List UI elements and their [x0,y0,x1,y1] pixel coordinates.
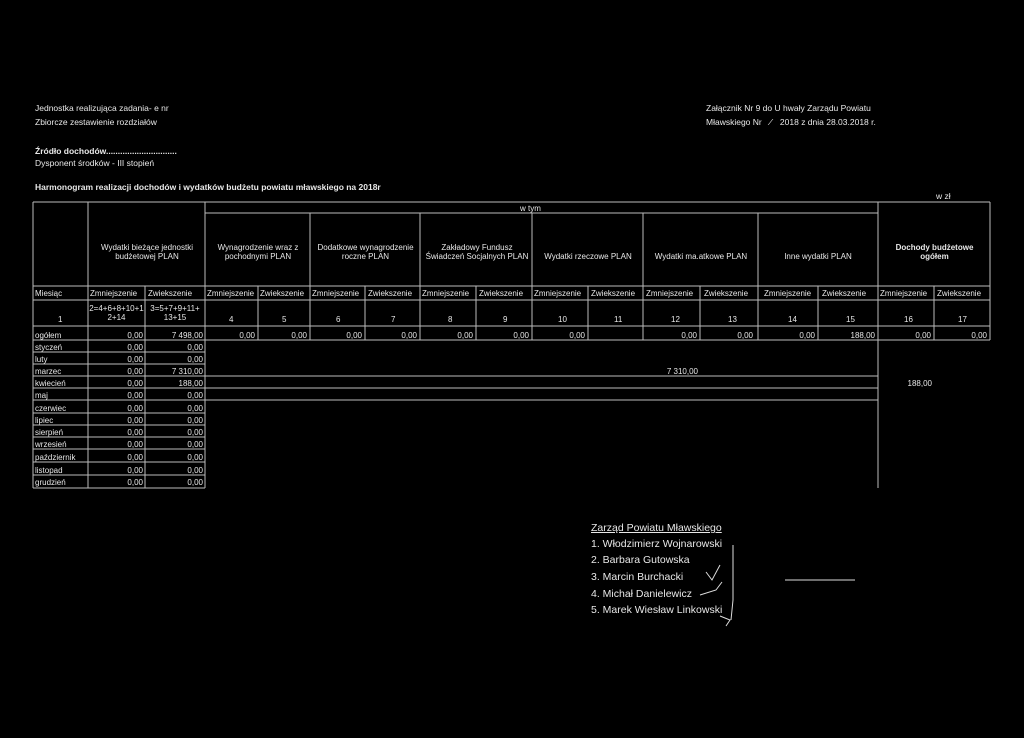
value-increase: 0,00 [187,453,203,462]
document-title: Harmonogram realizacji dochodów i wydatków budżetu powiatu mławskiego na 2018r [35,182,381,192]
subheader-decrease: Zmniejszenie [764,289,812,298]
value-decrease: 0,00 [127,440,143,449]
value-cell: 7 310,00 [666,367,698,376]
handwritten-mark-icon: ⁄ [770,117,772,127]
col-number: 10 [558,315,567,324]
value-decrease: 0,00 [127,355,143,364]
value-increase: 0,00 [187,391,203,400]
total-value: 0,00 [457,331,473,340]
total-value: 0,00 [401,331,417,340]
value-increase: 188,00 [178,379,203,388]
col-number: 8 [448,315,453,324]
signature-name: 2. Barbara Gutowska [591,554,690,566]
month-label: lipiec [35,416,54,425]
col-header-line: Wynagrodzenie wraz z [217,243,299,252]
total-value: 0,00 [971,331,987,340]
unit-label: w zł [936,191,951,201]
subheader-increase: Zwiekszenie [479,289,524,298]
col-number: 5 [282,315,287,324]
total-value: 0,00 [239,331,255,340]
value-decrease: 0,00 [127,466,143,475]
attachment-date: 2018 z dnia 28.03.2018 r. [779,117,876,127]
month-label: ogółem [35,331,62,340]
value-decrease: 0,00 [127,404,143,413]
subheader-increase: Zwiekszenie [368,289,413,298]
dysponent-line: Dysponent środków - III stopień [35,158,155,168]
value-increase: 0,00 [187,416,203,425]
total-value: 0,00 [513,331,529,340]
col-number: 13 [728,315,737,324]
col-number: 9 [503,315,508,324]
signature-name: 5. Marek Wiesław Linkowski [591,604,723,616]
col-number: 6 [336,315,341,324]
month-label: styczeń [35,343,63,352]
value-decrease: 0,00 [127,391,143,400]
signature-title: Zarząd Powiatu Mławskiego [591,522,722,534]
value-increase: 0,00 [187,343,203,352]
value-decrease: 0,00 [127,453,143,462]
value-increase: 0,00 [187,478,203,487]
value-decrease: 0,00 [127,367,143,376]
value-increase: 0,00 [187,428,203,437]
value-decrease: 0,00 [127,428,143,437]
col-header-line: pochodnymi PLAN [224,252,292,261]
subheader-decrease: Zmniejszenie [646,289,694,298]
subheader-increase: Zwiekszenie [937,289,982,298]
value-decrease: 0,00 [127,331,143,340]
month-label: wrzesień [35,440,67,449]
attachment-resolution: Mławskiego Nr [706,117,762,127]
subheader-increase: Zwiekszenie [148,289,193,298]
total-value: 0,00 [681,331,697,340]
col-number: 7 [391,315,396,324]
value-increase: 0,00 [187,440,203,449]
subheader-decrease: Zmniejszenie [880,289,928,298]
month-label: listopad [35,466,63,475]
wtym-label: w tym [520,204,541,213]
value-increase: 0,00 [187,404,203,413]
formula-line: 13+15 [163,313,187,322]
col-number: 1 [58,315,63,324]
header-summary-line: Zbiorcze zestawienie rozdziałów [35,117,157,127]
value-decrease: 0,00 [127,478,143,487]
subheader-decrease: Zmniejszenie [207,289,255,298]
subheader-decrease: Zmniejszenie [534,289,582,298]
value-cell: 188,00 [907,379,932,388]
value-decrease: 0,00 [127,416,143,425]
month-label: grudzień [35,478,66,487]
col-number: 16 [904,315,913,324]
value-increase: 0,00 [187,466,203,475]
month-label: sierpień [35,428,64,437]
subheader-increase: Zwiekszenie [704,289,749,298]
formula-line: 2=4+6+8+10+1 [89,304,144,313]
total-value: 0,00 [569,331,585,340]
col-header-line: roczne PLAN [341,252,390,261]
value-decrease: 0,00 [127,343,143,352]
subheader-decrease: Zmniejszenie [90,289,138,298]
col-number: 14 [788,315,797,324]
signature-name: 3. Marcin Burchacki [591,571,684,583]
month-label: marzec [35,367,62,376]
income-source: Źródło dochodów.............................. [35,146,177,156]
col-header-other-expenses: Inne wydatki PLAN [784,252,852,261]
month-label: kwiecień [35,379,66,388]
total-value: 0,00 [799,331,815,340]
total-value: 0,00 [915,331,931,340]
total-value: 0,00 [346,331,362,340]
col-number: 4 [229,315,234,324]
value-increase: 7 310,00 [171,367,203,376]
header-unit-line: Jednostka realizująca zadania- e nr [35,103,169,113]
subheader-decrease: Zmniejszenie [312,289,360,298]
col-header-material-expenses: Wydatki rzeczowe PLAN [544,252,632,261]
total-value: 0,00 [737,331,753,340]
subheader-decrease: Zmniejszenie [422,289,470,298]
value-decrease: 0,00 [127,379,143,388]
subheader-increase: Zwiekszenie [260,289,305,298]
total-value: 188,00 [850,331,875,340]
col-header-line: Dodatkowe wynagrodzenie [317,243,414,252]
subheader-increase: Zwiekszenie [591,289,636,298]
signature-name: 4. Michał Danielewicz [591,588,692,600]
col-number: 12 [671,315,680,324]
col-header-line: Dochody budżetowe [895,243,974,252]
col-number: 17 [958,315,967,324]
month-label: luty [35,355,48,364]
formula-line: 2+14 [107,313,126,322]
col-header-line: Wydatki bieżące jednostki [101,243,193,252]
month-header: Miesiąc [35,289,63,298]
col-header-line: ogółem [920,252,949,261]
month-label: październik [35,453,76,462]
signature-name: 1. Włodzimierz Wojnarowski [591,538,723,550]
col-number: 15 [846,315,855,324]
col-header-line: Świadczeń Socjalnych PLAN [425,252,529,261]
value-increase: 7 498,00 [171,331,203,340]
attachment-line-1: Załącznik Nr 9 do U hwały Zarządu Powiatu [706,103,871,113]
total-value: 0,00 [291,331,307,340]
col-header-property-expenses: Wydatki ma.atkowe PLAN [654,252,748,261]
col-number: 11 [614,315,623,324]
month-label: czerwiec [35,404,67,413]
month-label: maj [35,391,48,400]
subheader-increase: Zwiekszenie [822,289,867,298]
col-header-line: budżetowej PLAN [115,252,179,261]
value-increase: 0,00 [187,355,203,364]
formula-line: 3=5+7+9+11+ [150,304,200,313]
col-header-line: Zakładowy Fundusz [441,243,513,252]
